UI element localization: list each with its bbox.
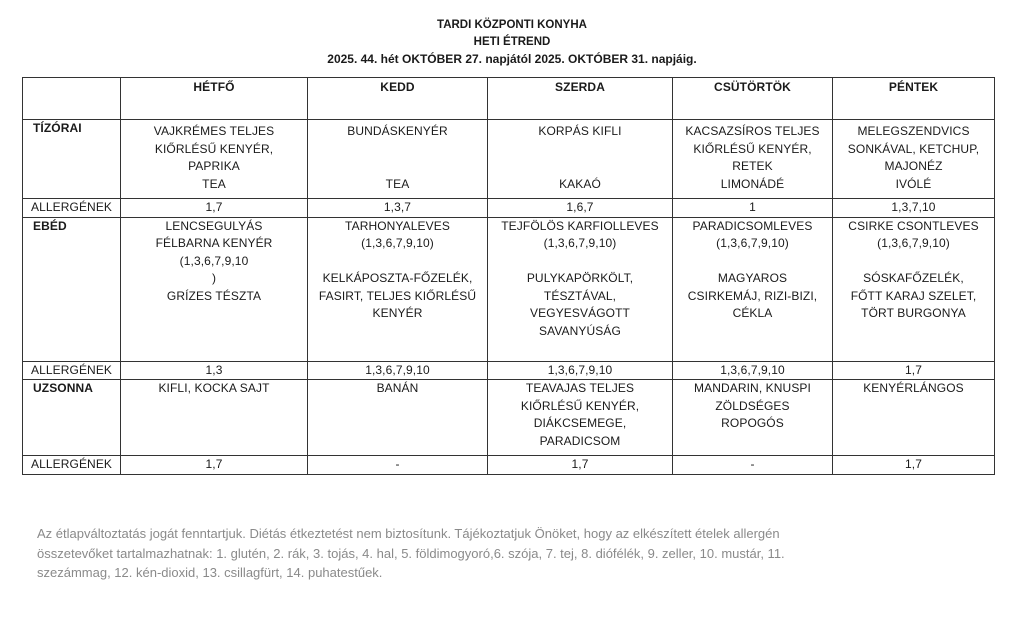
day-header-friday: PÉNTEK (833, 78, 995, 120)
menu-cell: LENCSEGULYÁS FÉLBARNA KENYÉR (1,3,6,7,9,10 ) GRÍZES TÉSZTA (121, 217, 308, 361)
menu-cell: BUNDÁSKENYÉR TEA (308, 120, 488, 199)
menu-cell: MELEGSZENDVICS SONKÁVAL, KETCHUP, MAJONÉZ IVÓLÉ (833, 120, 995, 199)
day-header-wednesday: SZERDA (488, 78, 673, 120)
kitchen-name: TARDI KÖZPONTI KONYHA (437, 19, 587, 31)
table-row-ebed (23, 217, 995, 361)
allergen-cell: 1 (673, 199, 833, 218)
menu-cell: PARADICSOMLEVES (1,3,6,7,9,10) MAGYAROS CSIRKEMÁJ, RIZI-BIZI, CÉKLA (673, 217, 833, 361)
menu-title: HETI ÉTREND (473, 36, 551, 48)
weekly-menu-table (22, 77, 995, 475)
allergen-label: ALLERGÉNEK (23, 361, 121, 380)
allergen-disclaimer (37, 524, 977, 583)
allergen-label: ALLERGÉNEK (23, 456, 121, 475)
meal-label: UZSONNA (23, 380, 121, 456)
meal-label: EBÉD (23, 217, 121, 361)
table-row-uzsonna (23, 380, 995, 456)
allergen-cell: 1,7 (488, 456, 673, 475)
menu-cell: MANDARIN, KNUSPI ZÖLDSÉGES ROPOGÓS (673, 380, 833, 456)
menu-cell: KORPÁS KIFLI KAKAÓ (488, 120, 673, 199)
corner-cell (23, 78, 121, 120)
allergen-cell: 1,7 (121, 456, 308, 475)
menu-cell: KIFLI, KOCKA SAJT (121, 380, 308, 456)
disclaimer-line: összetevőket tartalmazhatnak: 1. glutén, 2. rák, 3. tojás, 4. hal, 5. földimogyoró,6. szója, 7. tej, 8. diófélék, 9. zeller, 10. mustár, 11. (37, 545, 785, 561)
table-row-allergens (23, 361, 995, 380)
menu-cell: KACSAZSÍROS TELJES KIŐRLÉSŰ KENYÉR, RETEK LIMONÁDÉ (673, 120, 833, 199)
allergen-cell: 1,7 (121, 199, 308, 218)
table-row-tizorai (23, 120, 995, 199)
allergen-cell: 1,3,6,7,9,10 (308, 361, 488, 380)
menu-cell: KENYÉRLÁNGOS (833, 380, 995, 456)
table-row-allergens (23, 199, 995, 218)
menu-date-range: 2025. 44. hét OKTÓBER 27. napjától 2025. OKTÓBER 31. napjáig. (327, 52, 697, 66)
table-header-row (23, 78, 995, 120)
allergen-cell: 1,3,7 (308, 199, 488, 218)
disclaimer-line: szezámmag, 12. kén-dioxid, 13. csillagfürt, 14. puhatestűek. (37, 565, 383, 580)
allergen-cell: 1,6,7 (488, 199, 673, 218)
allergen-cell: - (673, 456, 833, 475)
allergen-cell: - (308, 456, 488, 475)
menu-cell: CSIRKE CSONTLEVES (1,3,6,7,9,10) SÓSKAFŐZELÉK, FŐTT KARAJ SZELET, TÖRT BURGONYA (833, 217, 995, 361)
allergen-cell: 1,3,6,7,9,10 (673, 361, 833, 380)
table-row-allergens (23, 456, 995, 475)
allergen-cell: 1,7 (833, 456, 995, 475)
menu-cell: TARHONYALEVES (1,3,6,7,9,10) KELKÁPOSZTA-FŐZELÉK, FASIRT, TELJES KIŐRLÉSŰ KENYÉR (308, 217, 488, 361)
document-title-block (0, 17, 1024, 68)
menu-cell: VAJKRÉMES TELJES KIŐRLÉSŰ KENYÉR, PAPRIKA TEA (121, 120, 308, 199)
allergen-cell: 1,3 (121, 361, 308, 380)
allergen-cell: 1,7 (833, 361, 995, 380)
allergen-label: ALLERGÉNEK (23, 199, 121, 218)
day-header-tuesday: KEDD (308, 78, 488, 120)
menu-cell: TEAVAJAS TELJES KIŐRLÉSŰ KENYÉR, DIÁKCSEMEGE, PARADICSOM (488, 380, 673, 456)
disclaimer-line: Az étlapváltoztatás jogát fenntartjuk. Diétás étkeztetést nem biztosítunk. Tájékoztatjuk Önöket, hogy az elkészített ételek allergén (37, 526, 780, 541)
meal-label: TÍZÓRAI (23, 120, 121, 199)
day-header-thursday: CSÜTÖRTÖK (673, 78, 833, 120)
menu-cell: BANÁN (308, 380, 488, 456)
allergen-cell: 1,3,6,7,9,10 (488, 361, 673, 380)
menu-cell: TEJFÖLÖS KARFIOLLEVES (1,3,6,7,9,10) PULYKAPÖRKÖLT, TÉSZTÁVAL, VEGYESVÁGOTT SAVANYÚSÁG (488, 217, 673, 361)
day-header-monday: HÉTFŐ (121, 78, 308, 120)
allergen-cell: 1,3,7,10 (833, 199, 995, 218)
